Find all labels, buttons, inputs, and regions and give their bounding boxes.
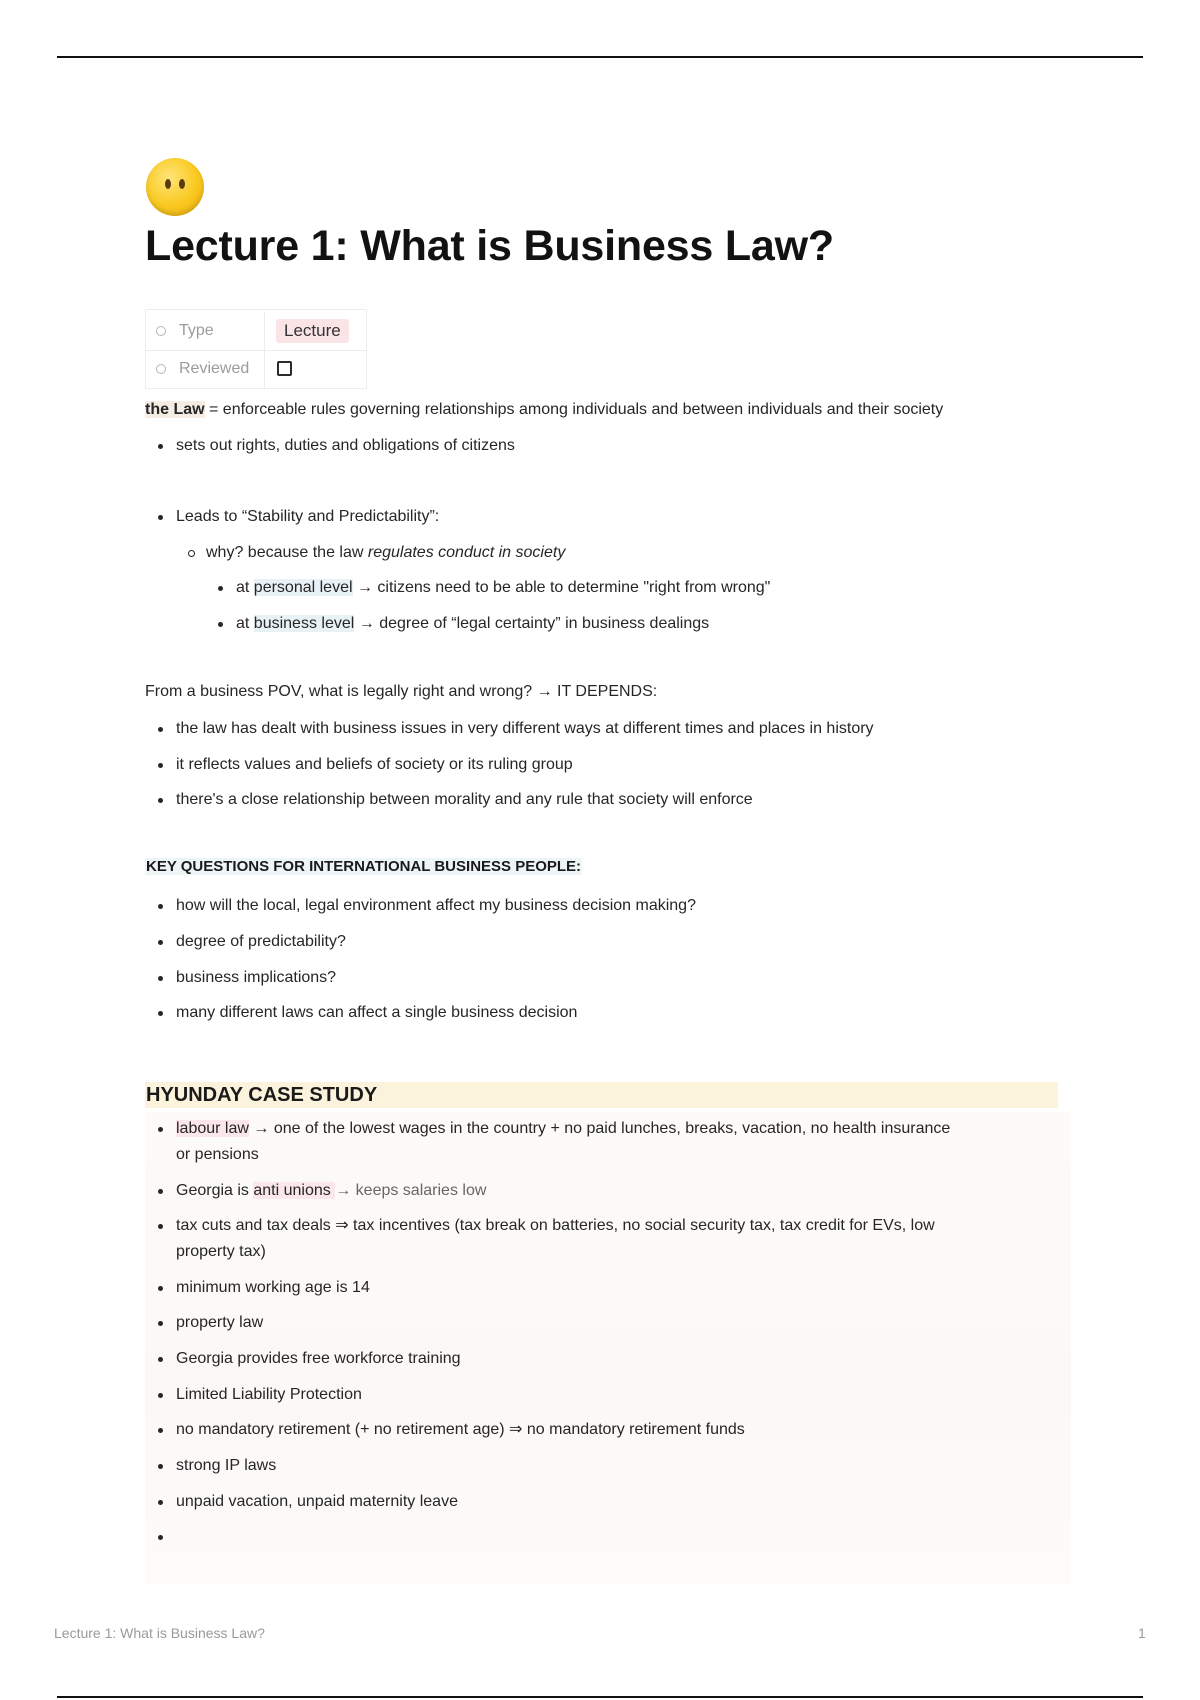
georgia-prefix: Georgia is (176, 1182, 254, 1199)
list-item (206, 540, 1056, 566)
law-definition-text: = enforceable rules governing relationships among individuals and between individuals and their society (204, 401, 944, 418)
bottom-rule (57, 1696, 1143, 1698)
personal-prefix: at (236, 579, 254, 596)
list-item (176, 1178, 1056, 1204)
property-divider (264, 350, 265, 388)
law-definition (145, 398, 943, 423)
list-item: property law (176, 1310, 1056, 1336)
list-item: Leads to “Stability and Predictability”: (176, 504, 1056, 530)
list-item (236, 611, 1056, 637)
personal-level-highlight: personal level (253, 579, 353, 596)
list-item: the law has dealt with business issues in very different ways at different times and places in history (176, 716, 1056, 742)
property-divider (264, 312, 265, 350)
reviewed-checkbox[interactable] (277, 361, 292, 376)
pov-paragraph: From a business POV, what is legally right and wrong? → IT DEPENDS: (145, 683, 658, 700)
case-study-heading: HYUNDAY CASE STUDY (145, 1082, 1058, 1108)
property-label-type: Type (179, 322, 214, 339)
face-without-mouth-icon (146, 158, 204, 216)
list-item: Limited Liability Protection (176, 1382, 1056, 1408)
tax-line-2: property tax) (176, 1243, 266, 1260)
business-prefix: at (236, 615, 254, 632)
business-rest: → degree of “legal certainty” in business dealings (354, 615, 710, 632)
list-item: business implications? (176, 965, 1056, 991)
page-title: Lecture 1: What is Business Law? (145, 222, 834, 270)
emoji-eye-right (179, 179, 185, 189)
top-rule (57, 56, 1143, 58)
list-item (236, 575, 1056, 601)
list-item: unpaid vacation, unpaid maternity leave (176, 1489, 1056, 1515)
list-item: no mandatory retirement (+ no retirement age) ⇒ no mandatory retirement funds (176, 1417, 1056, 1443)
anti-unions-highlight: anti unions (253, 1182, 336, 1199)
georgia-rest: → keeps salaries low (335, 1182, 487, 1199)
list-item: it reflects values and beliefs of society or its ruling group (176, 752, 1056, 778)
list-item: many different laws can affect a single business decision (176, 1000, 1056, 1026)
property-row-type[interactable] (146, 312, 366, 351)
list-item: degree of predictability? (176, 929, 1056, 955)
property-label-reviewed: Reviewed (179, 360, 250, 377)
list-item: strong IP laws (176, 1453, 1056, 1479)
business-level-highlight: business level (253, 615, 355, 632)
personal-rest: → citizens need to be able to determine "right from wrong" (352, 579, 771, 596)
list-item: sets out rights, duties and obligations of citizens (176, 433, 1056, 459)
list-item: there's a close relationship between morality and any rule that society will enforce (176, 787, 1056, 813)
properties-table (145, 309, 367, 389)
list-item (176, 1116, 1056, 1168)
key-questions-heading: KEY QUESTIONS FOR INTERNATIONAL BUSINESS PEOPLE: (146, 858, 582, 875)
labour-law-text: → one of the lowest wages in the country + no paid lunches, breaks, vacation, no health insurance (248, 1120, 951, 1137)
labour-law-highlight: labour law (176, 1120, 249, 1137)
list-item: Georgia provides free workforce training (176, 1346, 1056, 1372)
why-italic: regulates conduct in society (367, 544, 566, 561)
list-item (176, 1213, 1056, 1265)
list-item: how will the local, legal environment affect my business decision making? (176, 893, 1056, 919)
law-term: the Law (145, 401, 205, 418)
emoji-eye-left (165, 179, 171, 189)
list-item: minimum working age is 14 (176, 1275, 1056, 1301)
property-row-reviewed[interactable] (146, 350, 366, 388)
type-tag[interactable]: Lecture (276, 319, 349, 343)
why-prefix: why? because the law (206, 544, 368, 561)
checkbox-property-icon (156, 364, 166, 374)
footer-page-number: 1 (1138, 1625, 1146, 1641)
footer-title: Lecture 1: What is Business Law? (54, 1625, 265, 1641)
tax-line-1: tax cuts and tax deals ⇒ tax incentives (tax break on batteries, no social security tax, tax credit for EVs, low (176, 1217, 935, 1234)
labour-law-continuation: or pensions (176, 1146, 259, 1163)
select-property-icon (156, 326, 166, 336)
